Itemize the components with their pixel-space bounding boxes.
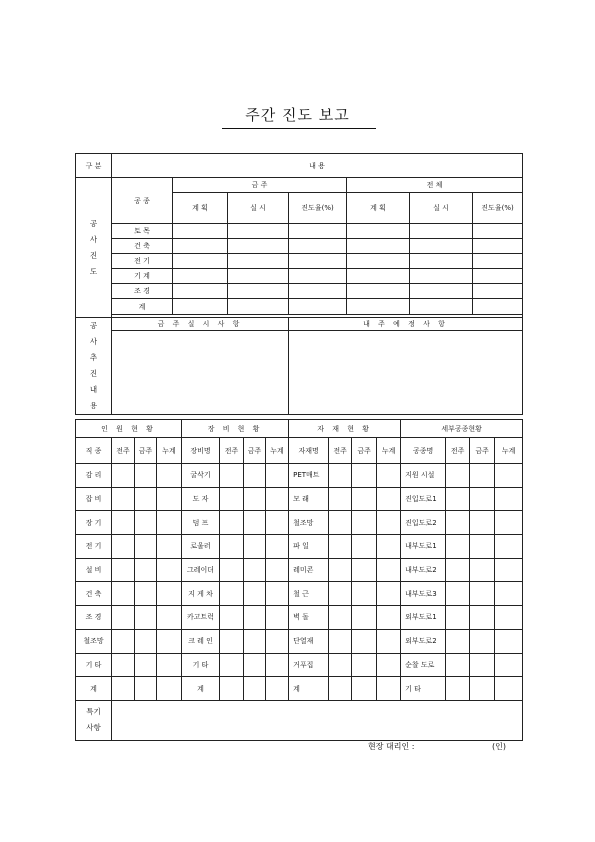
status-value-cell[interactable] [495, 464, 523, 488]
status-value-cell[interactable] [495, 582, 523, 606]
status-value-cell[interactable] [329, 582, 352, 606]
status-row [76, 487, 523, 511]
site-agent-label: 현장 대리인 : [368, 742, 415, 751]
special-notes-label: 특기사항 [76, 700, 112, 740]
material-item: 계 [289, 677, 329, 701]
status-value-cell[interactable] [470, 606, 495, 630]
status-value-cell[interactable] [157, 511, 182, 535]
status-value-cell[interactable] [244, 558, 266, 582]
status-value-cell[interactable] [220, 511, 244, 535]
status-value-cell[interactable] [495, 558, 523, 582]
status-value-cell[interactable] [352, 558, 377, 582]
status-value-cell[interactable] [220, 677, 244, 701]
status-value-cell[interactable] [244, 582, 266, 606]
status-value-cell[interactable] [495, 677, 523, 701]
status-value-cell[interactable] [470, 629, 495, 653]
this-week-actual-col: 실 시 [228, 193, 289, 224]
material-item: 철조망 [289, 511, 329, 535]
status-value-cell[interactable] [495, 653, 523, 677]
status-value-cell[interactable] [446, 464, 470, 488]
status-value-cell[interactable] [377, 535, 401, 559]
status-value-cell[interactable] [266, 582, 289, 606]
status-value-cell[interactable] [446, 629, 470, 653]
status-value-cell[interactable] [266, 464, 289, 488]
equipment-item: 로울러 [182, 535, 220, 559]
status-value-cell[interactable] [266, 511, 289, 535]
status-value-cell[interactable] [329, 535, 352, 559]
status-value-cell[interactable] [352, 464, 377, 488]
prev-week-col: 전주 [220, 438, 244, 464]
status-row [76, 677, 523, 701]
status-value-cell[interactable] [446, 653, 470, 677]
status-row [76, 511, 523, 535]
work-item-status-header: 세부공종현황 [401, 420, 523, 438]
this-week-done-header: 금 주 실 시 사 항 [112, 318, 289, 331]
total-plan-col: 계 획 [347, 193, 410, 224]
total-header: 전 체 [347, 178, 523, 193]
status-value-cell[interactable] [446, 582, 470, 606]
personnel-item: 장 기 [76, 511, 112, 535]
equipment-item: 그레이더 [182, 558, 220, 582]
material-item: PET매트 [289, 464, 329, 488]
total-actual-col: 실 시 [410, 193, 473, 224]
status-value-cell[interactable] [135, 535, 157, 559]
page-title: 주간 진도 보고 [245, 106, 350, 124]
personnel-item: 철조망 [76, 629, 112, 653]
status-value-cell[interactable] [112, 606, 135, 630]
status-row [76, 653, 523, 677]
status-value-cell[interactable] [352, 629, 377, 653]
status-row [76, 606, 523, 630]
status-value-cell[interactable] [244, 606, 266, 630]
cumulative-col: 누계 [157, 438, 182, 464]
status-value-cell[interactable] [470, 653, 495, 677]
status-value-cell[interactable] [112, 487, 135, 511]
status-value-cell[interactable] [157, 464, 182, 488]
status-value-cell[interactable] [112, 511, 135, 535]
special-notes-area[interactable] [112, 700, 523, 740]
personnel-item: 잡 비 [76, 487, 112, 511]
content-header: 내 용 [112, 154, 523, 178]
material-item: 모 래 [289, 487, 329, 511]
status-value-cell[interactable] [329, 629, 352, 653]
status-value-cell[interactable] [112, 677, 135, 701]
status-value-cell[interactable] [329, 606, 352, 630]
personnel-item: 조 경 [76, 606, 112, 630]
status-value-cell[interactable] [266, 558, 289, 582]
this-week-rate-col: 진도율(%) [289, 193, 347, 224]
seal-mark: (인) [492, 742, 506, 751]
process-row: 기 계 [112, 269, 173, 284]
status-value-cell[interactable] [377, 464, 401, 488]
status-value-cell[interactable] [352, 487, 377, 511]
status-value-cell[interactable] [446, 558, 470, 582]
material-item: 단열재 [289, 629, 329, 653]
equipment-item: 덤 프 [182, 511, 220, 535]
cumulative-col: 누계 [495, 438, 523, 464]
status-value-cell[interactable] [220, 582, 244, 606]
status-value-cell[interactable] [112, 582, 135, 606]
status-value-cell[interactable] [470, 511, 495, 535]
status-value-cell[interactable] [352, 511, 377, 535]
work-item: 내부도로2 [401, 558, 446, 582]
process-row: 건 축 [112, 239, 173, 254]
status-row [76, 558, 523, 582]
status-value-cell[interactable] [220, 464, 244, 488]
status-value-cell[interactable] [266, 653, 289, 677]
status-value-cell[interactable] [244, 464, 266, 488]
material-item: 파 일 [289, 535, 329, 559]
personnel-item: 전 기 [76, 535, 112, 559]
personnel-item: 기 타 [76, 653, 112, 677]
status-value-cell[interactable] [377, 653, 401, 677]
status-value-cell[interactable] [220, 606, 244, 630]
status-value-cell[interactable] [446, 511, 470, 535]
status-value-cell[interactable] [112, 653, 135, 677]
material-status-header: 자 재 현 황 [289, 420, 401, 438]
status-value-cell[interactable] [266, 606, 289, 630]
status-value-cell[interactable] [244, 535, 266, 559]
status-value-cell[interactable] [220, 558, 244, 582]
status-value-cell[interactable] [112, 535, 135, 559]
status-value-cell[interactable] [112, 629, 135, 653]
equipment-item: 도 자 [182, 487, 220, 511]
status-value-cell[interactable] [377, 558, 401, 582]
status-value-cell[interactable] [220, 629, 244, 653]
work-item: 진입도로2 [401, 511, 446, 535]
status-value-cell[interactable] [377, 487, 401, 511]
status-value-cell[interactable] [352, 677, 377, 701]
status-row [76, 535, 523, 559]
prev-week-col: 전주 [446, 438, 470, 464]
status-value-cell[interactable] [266, 487, 289, 511]
status-value-cell[interactable] [329, 558, 352, 582]
status-value-cell[interactable] [244, 677, 266, 701]
process-row: 토 목 [112, 224, 173, 239]
status-value-cell[interactable] [157, 487, 182, 511]
status-value-cell[interactable] [135, 558, 157, 582]
status-value-cell[interactable] [244, 653, 266, 677]
status-value-cell[interactable] [446, 606, 470, 630]
status-value-cell[interactable] [352, 535, 377, 559]
report-table [75, 153, 523, 415]
material-item: 벽 돌 [289, 606, 329, 630]
process-row: 조 경 [112, 284, 173, 299]
status-value-cell[interactable] [377, 511, 401, 535]
total-rate-col: 진도율(%) [473, 193, 523, 224]
status-value-cell[interactable] [377, 582, 401, 606]
process-label: 공 종 [112, 178, 173, 224]
personnel-item: 건 축 [76, 582, 112, 606]
status-table [75, 419, 523, 741]
equipment-item: 카고트럭 [182, 606, 220, 630]
status-value-cell[interactable] [470, 464, 495, 488]
status-value-cell[interactable] [495, 511, 523, 535]
status-value-cell[interactable] [352, 582, 377, 606]
status-value-cell[interactable] [352, 653, 377, 677]
equipment-item: 지 게 차 [182, 582, 220, 606]
material-item: 레미콘 [289, 558, 329, 582]
work-item: 진입도로1 [401, 487, 446, 511]
status-value-cell[interactable] [135, 606, 157, 630]
status-value-cell[interactable] [157, 653, 182, 677]
work-item: 내부도로3 [401, 582, 446, 606]
process-row: 전 기 [112, 254, 173, 269]
signature-line [368, 741, 506, 752]
equipment-status-header: 장 비 현 황 [182, 420, 289, 438]
status-value-cell[interactable] [244, 487, 266, 511]
status-value-cell[interactable] [470, 558, 495, 582]
status-value-cell[interactable] [157, 582, 182, 606]
status-value-cell[interactable] [329, 511, 352, 535]
status-value-cell[interactable] [220, 487, 244, 511]
this-week-done-area[interactable] [112, 331, 289, 415]
status-value-cell[interactable] [135, 677, 157, 701]
personnel-item: 계 [76, 677, 112, 701]
personnel-status-header: 인 원 현 황 [76, 420, 182, 438]
status-value-cell[interactable] [446, 535, 470, 559]
status-value-cell[interactable] [495, 606, 523, 630]
status-value-cell[interactable] [112, 464, 135, 488]
status-value-cell[interactable] [135, 629, 157, 653]
gubun-header: 구 분 [76, 154, 112, 178]
status-value-cell[interactable] [266, 677, 289, 701]
status-value-cell[interactable] [329, 487, 352, 511]
material-item: 철 근 [289, 582, 329, 606]
this-week-col: 금주 [352, 438, 377, 464]
cumulative-col: 누계 [377, 438, 401, 464]
status-value-cell[interactable] [377, 677, 401, 701]
status-value-cell[interactable] [135, 653, 157, 677]
this-week-col: 금주 [470, 438, 495, 464]
status-value-cell[interactable] [244, 629, 266, 653]
prev-week-col: 전주 [112, 438, 135, 464]
progress-section-label: 공사진도 [76, 178, 112, 318]
status-value-cell[interactable] [157, 677, 182, 701]
equipment-item: 계 [182, 677, 220, 701]
equipment-name-col: 장비명 [182, 438, 220, 464]
work-item: 순찰 도로 [401, 653, 446, 677]
status-value-cell[interactable] [220, 653, 244, 677]
process-row: 계 [112, 299, 173, 315]
work-item: 지원 시설 [401, 464, 446, 488]
work-item: 외부도로1 [401, 606, 446, 630]
status-value-cell[interactable] [470, 487, 495, 511]
equipment-item: 크 레 인 [182, 629, 220, 653]
status-value-cell[interactable] [470, 582, 495, 606]
status-value-cell[interactable] [329, 677, 352, 701]
status-row [76, 582, 523, 606]
status-value-cell[interactable] [157, 606, 182, 630]
next-week-plan-header: 내 주 예 정 사 항 [289, 318, 523, 331]
next-week-plan-area[interactable] [289, 331, 523, 415]
this-week-header: 금 주 [173, 178, 347, 193]
job-type-col: 직 종 [76, 438, 112, 464]
status-value-cell[interactable] [446, 677, 470, 701]
status-value-cell[interactable] [377, 629, 401, 653]
status-value-cell[interactable] [244, 511, 266, 535]
status-value-cell[interactable] [135, 511, 157, 535]
this-week-plan-col: 계 획 [173, 193, 228, 224]
equipment-item: 굴삭기 [182, 464, 220, 488]
status-value-cell[interactable] [135, 464, 157, 488]
equipment-item: 기 타 [182, 653, 220, 677]
status-row [76, 464, 523, 488]
title-underline [222, 128, 376, 129]
content-section-label: 공사추진내용 [76, 318, 112, 415]
status-value-cell[interactable] [157, 629, 182, 653]
status-value-cell[interactable] [495, 535, 523, 559]
status-value-cell[interactable] [135, 582, 157, 606]
material-name-col: 자재명 [289, 438, 329, 464]
work-item-name-col: 공종명 [401, 438, 446, 464]
status-value-cell[interactable] [157, 535, 182, 559]
status-value-cell[interactable] [329, 464, 352, 488]
status-value-cell[interactable] [446, 487, 470, 511]
status-value-cell[interactable] [112, 558, 135, 582]
status-value-cell[interactable] [377, 606, 401, 630]
status-value-cell[interactable] [220, 535, 244, 559]
status-row [76, 629, 523, 653]
work-item: 내부도로1 [401, 535, 446, 559]
status-value-cell[interactable] [157, 558, 182, 582]
this-week-col: 금주 [135, 438, 157, 464]
material-item: 거푸집 [289, 653, 329, 677]
status-value-cell[interactable] [495, 487, 523, 511]
personnel-item: 감 리 [76, 464, 112, 488]
cumulative-col: 누계 [266, 438, 289, 464]
prev-week-col: 전주 [329, 438, 352, 464]
status-value-cell[interactable] [352, 606, 377, 630]
status-value-cell[interactable] [329, 653, 352, 677]
status-value-cell[interactable] [470, 677, 495, 701]
this-week-col: 금주 [244, 438, 266, 464]
status-value-cell[interactable] [266, 535, 289, 559]
status-value-cell[interactable] [135, 487, 157, 511]
status-value-cell[interactable] [266, 629, 289, 653]
work-item: 외부도로2 [401, 629, 446, 653]
status-value-cell[interactable] [495, 629, 523, 653]
personnel-item: 설 비 [76, 558, 112, 582]
status-value-cell[interactable] [470, 535, 495, 559]
work-item: 기 타 [401, 677, 446, 701]
